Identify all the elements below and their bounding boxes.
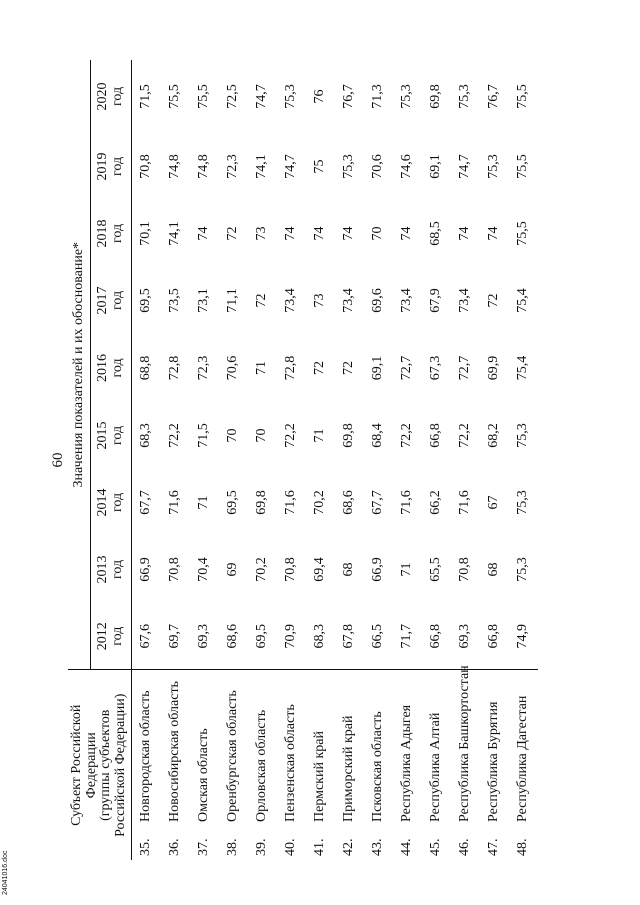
value-cell: 76,7 bbox=[341, 84, 357, 109]
row-number: 48. bbox=[515, 838, 531, 856]
value-cell: 71,6 bbox=[167, 490, 183, 515]
value-cell: 74,1 bbox=[167, 221, 183, 246]
value-cell: 70,6 bbox=[370, 154, 386, 179]
value-cell: 75,3 bbox=[341, 154, 357, 179]
region-name: Псковская область bbox=[364, 670, 393, 828]
value-cell: 69,7 bbox=[167, 623, 183, 649]
value-cell: 72,3 bbox=[196, 355, 212, 381]
year-unit: год bbox=[109, 425, 125, 446]
region-name: Республика Бурятия bbox=[480, 670, 509, 828]
row-number: 37. bbox=[196, 838, 212, 856]
value-cell: 69,6 bbox=[370, 288, 386, 313]
year-unit: год bbox=[109, 290, 125, 311]
year-label: 2014 bbox=[95, 488, 111, 517]
region-name: Пермский край bbox=[306, 670, 335, 828]
value-cell: 66,8 bbox=[428, 423, 444, 448]
value-cell: 72 bbox=[254, 293, 270, 308]
value-cell: 72 bbox=[341, 360, 357, 375]
value-cell: 69,8 bbox=[254, 490, 270, 515]
value-cell: 69 bbox=[225, 562, 241, 577]
value-cell: 66,9 bbox=[131, 536, 161, 603]
value-cell: 72,8 bbox=[283, 355, 299, 381]
value-cell: 74,7 bbox=[283, 154, 299, 179]
value-cell: 67 bbox=[486, 495, 502, 510]
value-cell: 69,8 bbox=[341, 423, 357, 448]
row-number: 38. bbox=[225, 838, 241, 856]
table-row bbox=[248, 60, 277, 860]
value-cell: 70,8 bbox=[457, 557, 473, 582]
value-cell: 70,2 bbox=[312, 490, 328, 515]
value-cell: 71,1 bbox=[225, 288, 241, 313]
value-cell: 73,4 bbox=[341, 288, 357, 313]
year-header bbox=[91, 133, 132, 200]
value-cell: 72,2 bbox=[283, 423, 299, 448]
value-cell: 72,2 bbox=[457, 423, 473, 448]
value-cell: 71,6 bbox=[283, 490, 299, 515]
year-label: 2017 bbox=[95, 286, 111, 315]
value-cell: 74,8 bbox=[196, 154, 212, 179]
value-cell: 70 bbox=[225, 428, 241, 443]
value-cell: 74 bbox=[457, 226, 473, 241]
year-unit: год bbox=[109, 626, 125, 646]
subject-header bbox=[68, 670, 131, 860]
table-row bbox=[509, 60, 538, 860]
year-unit: год bbox=[109, 156, 125, 177]
value-cell: 71,3 bbox=[370, 84, 386, 109]
value-cell: 72,3 bbox=[225, 154, 241, 179]
value-cell: 73,4 bbox=[283, 288, 299, 313]
region-name: Новгородская область bbox=[131, 670, 161, 828]
row-number: 45. bbox=[428, 838, 444, 856]
year-header bbox=[91, 267, 132, 334]
value-cell: 68,8 bbox=[131, 334, 161, 402]
value-cell: 74,7 bbox=[254, 84, 270, 109]
value-cell: 71 bbox=[312, 428, 328, 443]
year-label: 2012 bbox=[95, 622, 111, 651]
region-name: Пензенская область bbox=[277, 670, 306, 828]
value-cell: 75,3 bbox=[399, 84, 415, 109]
value-cell: 71,5 bbox=[131, 60, 161, 133]
value-cell: 72 bbox=[312, 360, 328, 375]
row-number: 39. bbox=[254, 838, 270, 856]
year-header bbox=[91, 469, 132, 536]
table-row bbox=[161, 60, 190, 860]
value-cell: 71,5 bbox=[196, 423, 212, 448]
value-cell: 75,5 bbox=[167, 84, 183, 109]
page-number: 60 bbox=[50, 452, 66, 468]
value-cell: 72,2 bbox=[167, 423, 183, 448]
rotated-page-content bbox=[48, 60, 590, 860]
value-cell: 74,9 bbox=[515, 623, 531, 649]
value-cell: 68,3 bbox=[131, 402, 161, 469]
value-cell: 68,4 bbox=[370, 423, 386, 448]
value-cell: 70,8 bbox=[283, 557, 299, 582]
value-cell: 75,4 bbox=[515, 355, 531, 381]
row-number: 42. bbox=[341, 838, 357, 856]
year-header bbox=[91, 60, 132, 133]
row-number: 36. bbox=[167, 838, 183, 856]
value-cell: 69,4 bbox=[312, 557, 328, 582]
year-label: 2015 bbox=[95, 421, 111, 450]
value-cell: 67,3 bbox=[428, 355, 444, 381]
value-cell: 73 bbox=[254, 226, 270, 241]
value-cell: 71,7 bbox=[399, 623, 415, 649]
value-cell: 67,6 bbox=[131, 603, 161, 670]
year-label: 2013 bbox=[95, 555, 111, 584]
value-cell: 73,1 bbox=[196, 288, 212, 313]
year-unit: год bbox=[109, 223, 125, 244]
value-cell: 72,8 bbox=[167, 355, 183, 381]
table-row bbox=[364, 60, 393, 860]
value-cell: 75 bbox=[312, 159, 328, 174]
value-cell: 75,3 bbox=[515, 557, 531, 582]
value-cell: 68,2 bbox=[486, 423, 502, 448]
value-cell: 73,4 bbox=[457, 288, 473, 313]
value-cell: 74 bbox=[196, 226, 212, 241]
region-name: Омская область bbox=[190, 670, 219, 828]
value-cell: 72,7 bbox=[399, 355, 415, 381]
value-cell: 66,8 bbox=[486, 623, 502, 649]
row-number: 47. bbox=[486, 838, 502, 856]
row-number: 35. bbox=[131, 828, 161, 860]
value-cell: 72,7 bbox=[457, 355, 473, 381]
table-row bbox=[451, 60, 480, 860]
year-label: 2016 bbox=[95, 353, 111, 382]
year-header bbox=[91, 603, 132, 670]
region-name: Республика Башкортостан bbox=[451, 670, 480, 828]
table-row bbox=[335, 60, 364, 860]
value-cell: 71 bbox=[399, 562, 415, 577]
table-row bbox=[480, 60, 509, 860]
values-header: Значения показателей и их обоснование* bbox=[68, 60, 91, 670]
row-number: 44. bbox=[399, 838, 415, 856]
value-cell: 71 bbox=[196, 495, 212, 510]
value-cell: 70,2 bbox=[254, 557, 270, 582]
value-cell: 72 bbox=[486, 293, 502, 308]
year-unit: год bbox=[109, 492, 125, 513]
value-cell: 66,8 bbox=[428, 623, 444, 649]
subject-header-line: Российской Федерации) bbox=[113, 693, 129, 837]
value-cell: 73,4 bbox=[399, 288, 415, 313]
row-number: 43. bbox=[370, 838, 386, 856]
value-cell: 68 bbox=[486, 562, 502, 577]
region-name: Республика Алтай bbox=[422, 670, 451, 828]
value-cell: 75,3 bbox=[515, 490, 531, 515]
value-cell: 66,5 bbox=[370, 623, 386, 649]
year-header bbox=[91, 402, 132, 469]
table-row bbox=[219, 60, 248, 860]
value-cell: 69,5 bbox=[131, 267, 161, 334]
value-cell: 74 bbox=[341, 226, 357, 241]
value-cell: 73,5 bbox=[167, 288, 183, 313]
value-cell: 74,8 bbox=[167, 154, 183, 179]
value-cell: 69,1 bbox=[428, 154, 444, 179]
value-cell: 70,9 bbox=[283, 623, 299, 649]
value-cell: 74 bbox=[312, 226, 328, 241]
year-unit: год bbox=[109, 86, 125, 107]
value-cell: 69,1 bbox=[370, 355, 386, 381]
value-cell: 68,5 bbox=[428, 221, 444, 246]
value-cell: 75,4 bbox=[515, 288, 531, 313]
value-cell: 68,6 bbox=[341, 490, 357, 515]
value-cell: 66,2 bbox=[428, 490, 444, 515]
table-row bbox=[306, 60, 335, 860]
value-cell: 74 bbox=[399, 226, 415, 241]
table-row bbox=[422, 60, 451, 860]
value-cell: 72 bbox=[225, 226, 241, 241]
value-cell: 66,9 bbox=[370, 557, 386, 582]
year-label: 2020 bbox=[95, 82, 111, 111]
value-cell: 65,5 bbox=[428, 557, 444, 582]
year-unit: год bbox=[109, 559, 125, 580]
value-cell: 69,8 bbox=[428, 84, 444, 109]
value-cell: 69,5 bbox=[225, 490, 241, 515]
row-number: 41. bbox=[312, 838, 328, 856]
value-cell: 74 bbox=[486, 226, 502, 241]
value-cell: 75,5 bbox=[515, 221, 531, 246]
subject-header-line: (группы субъектов bbox=[98, 709, 114, 821]
region-name: Республика Адыгея bbox=[393, 670, 422, 828]
value-cell: 74,1 bbox=[254, 154, 270, 179]
value-cell: 72,5 bbox=[225, 84, 241, 109]
table-row bbox=[393, 60, 422, 860]
value-cell: 70,6 bbox=[225, 355, 241, 381]
year-header bbox=[91, 334, 132, 402]
value-cell: 69,3 bbox=[457, 623, 473, 649]
value-cell: 67,7 bbox=[370, 490, 386, 515]
year-label: 2019 bbox=[95, 152, 111, 181]
value-cell: 68,3 bbox=[312, 623, 328, 649]
region-name: Республика Дагестан bbox=[509, 670, 538, 828]
value-cell: 71,6 bbox=[457, 490, 473, 515]
value-cell: 76 bbox=[312, 89, 328, 104]
value-cell: 75,3 bbox=[283, 84, 299, 109]
value-cell: 67,9 bbox=[428, 288, 444, 313]
value-cell: 75,3 bbox=[486, 154, 502, 179]
table-row bbox=[190, 60, 219, 860]
value-cell: 68 bbox=[341, 562, 357, 577]
document-code: 24041016.doc bbox=[2, 850, 9, 895]
value-cell: 76,7 bbox=[486, 84, 502, 109]
value-cell: 75,5 bbox=[196, 84, 212, 109]
value-cell: 69,9 bbox=[486, 355, 502, 381]
value-cell: 73 bbox=[312, 293, 328, 308]
row-number: 40. bbox=[283, 838, 299, 856]
value-cell: 72,2 bbox=[399, 423, 415, 448]
subject-header-line: Субъект Российской Федерации bbox=[69, 704, 99, 826]
value-cell: 70,4 bbox=[196, 557, 212, 582]
value-cell: 69,3 bbox=[196, 623, 212, 649]
value-cell: 68,6 bbox=[225, 623, 241, 649]
value-cell: 69,5 bbox=[254, 623, 270, 649]
year-header bbox=[91, 200, 132, 267]
year-header bbox=[91, 536, 132, 603]
region-name: Оренбургская область bbox=[219, 670, 248, 828]
value-cell: 74,6 bbox=[399, 154, 415, 179]
region-name: Новосибирская область bbox=[161, 670, 190, 828]
value-cell: 74 bbox=[283, 226, 299, 241]
value-cell: 70 bbox=[370, 226, 386, 241]
region-name: Приморский край bbox=[335, 670, 364, 828]
value-cell: 71,6 bbox=[399, 490, 415, 515]
value-cell: 71 bbox=[254, 360, 270, 375]
value-cell: 74,7 bbox=[457, 154, 473, 179]
value-cell: 75,5 bbox=[515, 154, 531, 179]
value-cell: 70,8 bbox=[167, 557, 183, 582]
value-cell: 70,1 bbox=[131, 200, 161, 267]
table-row bbox=[277, 60, 306, 860]
value-cell: 75,3 bbox=[457, 84, 473, 109]
value-cell: 70 bbox=[254, 428, 270, 443]
value-cell: 75,3 bbox=[515, 423, 531, 448]
value-cell: 67,8 bbox=[341, 623, 357, 649]
row-number: 46. bbox=[457, 838, 473, 856]
year-unit: год bbox=[109, 358, 125, 378]
value-cell: 70,8 bbox=[131, 133, 161, 200]
value-cell: 67,7 bbox=[131, 469, 161, 536]
table-row bbox=[131, 60, 161, 860]
year-label: 2018 bbox=[95, 219, 111, 248]
region-name: Орловская область bbox=[248, 670, 277, 828]
life-expectancy-table bbox=[68, 60, 538, 860]
value-cell: 75,5 bbox=[515, 84, 531, 109]
